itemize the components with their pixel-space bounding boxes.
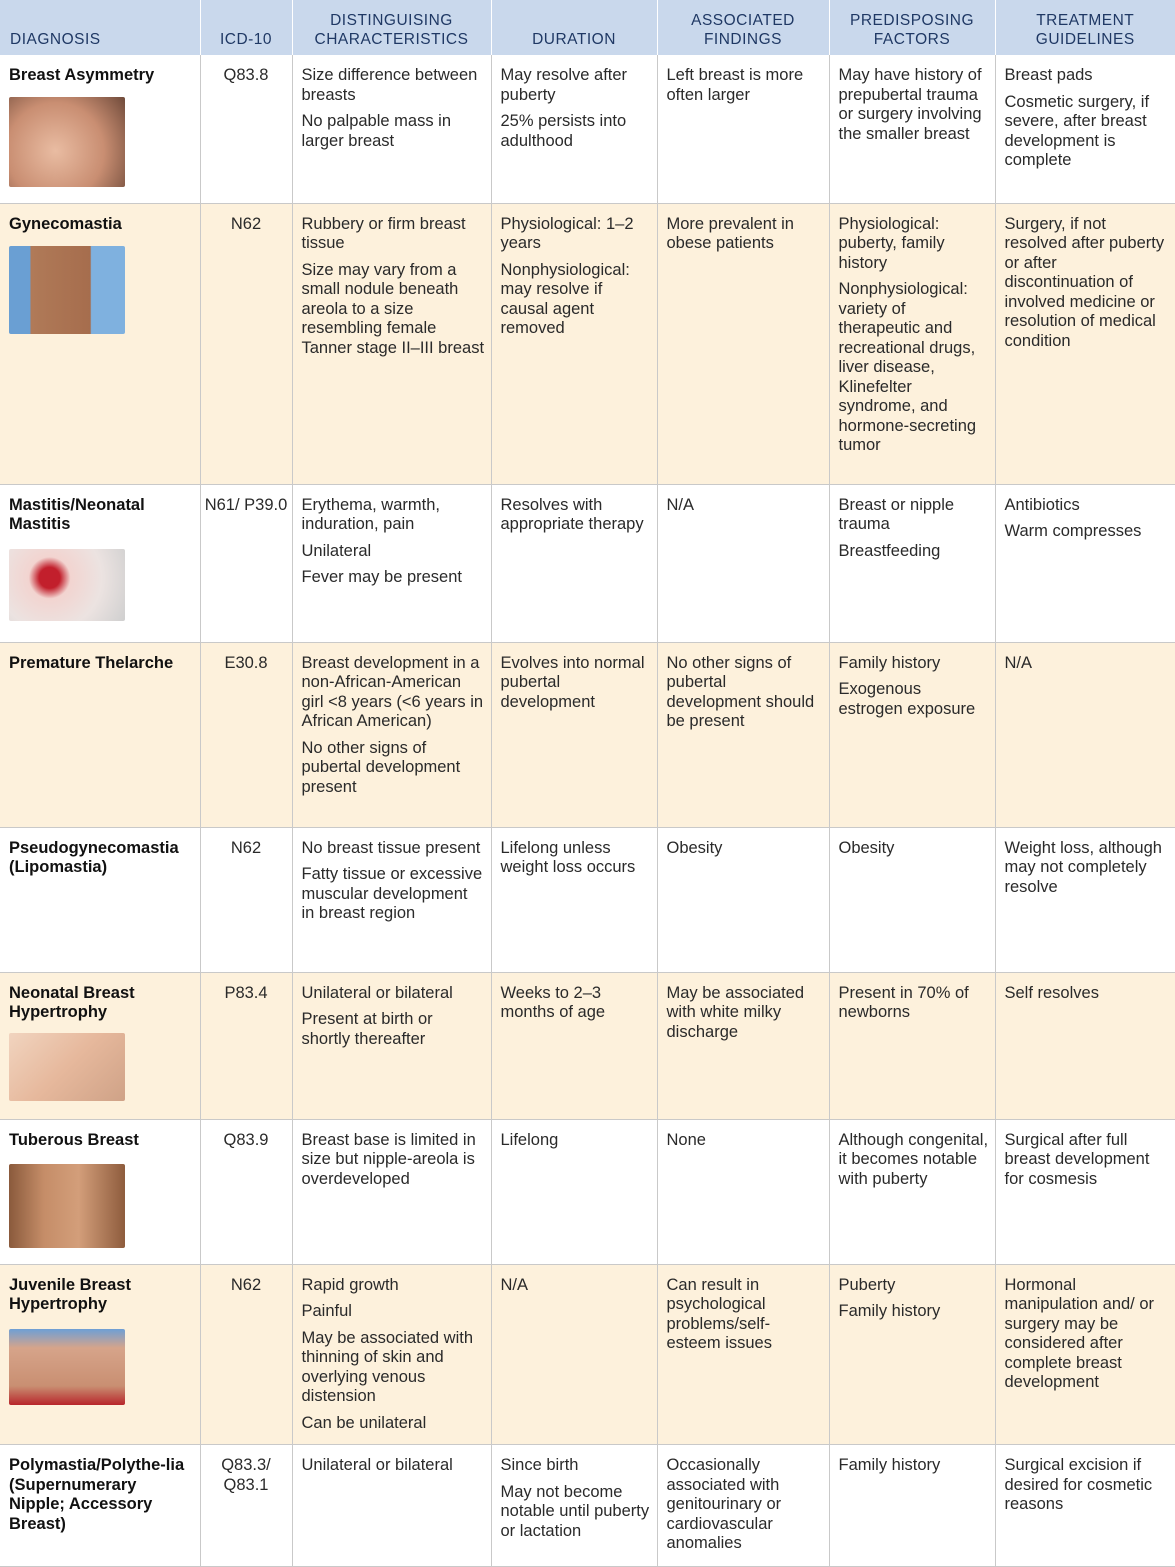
cell-paragraph: Fatty tissue or excessive muscular development in breast region xyxy=(301,865,483,922)
diagnosis-cell xyxy=(0,827,200,972)
cell-paragraph: Physiological: 1–2 years xyxy=(500,214,634,252)
factors-cell xyxy=(829,203,995,484)
gynecomastia-photo xyxy=(9,246,125,334)
duration-cell xyxy=(491,642,657,827)
factors-cell xyxy=(829,55,995,203)
findings-cell xyxy=(657,203,829,484)
cell-paragraph: Breast base is limited in size but nipple-areola is overdeveloped xyxy=(301,1130,476,1188)
findings-cell xyxy=(657,642,829,827)
icd-cell: Q83.9 xyxy=(200,1119,292,1264)
cell-paragraph: Unilateral or bilateral xyxy=(301,983,453,1002)
cell-paragraph: May be associated with thinning of skin and overlying venous distension xyxy=(301,1328,474,1405)
cell-paragraph: Unilateral xyxy=(301,541,372,560)
diagnosis-name: Mastitis/Neonatal Mastitis xyxy=(9,495,145,533)
cell-paragraph: Physiological: puberty, family history xyxy=(838,214,945,272)
findings-cell xyxy=(657,55,829,203)
table-row xyxy=(0,1445,1175,1567)
characteristics-cell xyxy=(292,1445,491,1567)
header-factors: PREDISPOSING FACTORS xyxy=(829,0,995,55)
diagnosis-name: Pseudogynecomastia (Lipomastia) xyxy=(9,838,179,876)
characteristics-cell xyxy=(292,203,491,484)
cell-paragraph: N/A xyxy=(500,1275,529,1294)
cell-paragraph: Surgery, if not resolved after puberty or after discontinuation of involved medicine or resolution of medical condition xyxy=(1004,214,1165,350)
cell-paragraph: No palpable mass in larger breast xyxy=(301,112,451,150)
cell-paragraph: Can result in psychological problems/self-esteem issues xyxy=(666,1275,772,1352)
table-row xyxy=(0,972,1175,1119)
duration-cell xyxy=(491,484,657,642)
cell-paragraph: Cosmetic surgery, if severe, after breast development is complete xyxy=(1004,92,1150,169)
cell-paragraph: Obesity xyxy=(838,838,895,857)
cell-paragraph: Since birth xyxy=(500,1456,579,1474)
diagnosis-cell xyxy=(0,1445,200,1567)
characteristics-cell xyxy=(292,1264,491,1445)
cell-paragraph: May have history of prepubertal trauma or surgery involving the smaller breast xyxy=(838,66,982,143)
cell-paragraph: Breast or nipple trauma xyxy=(838,495,955,533)
cell-paragraph: Family history xyxy=(838,1456,941,1474)
cell-paragraph: Surgical excision if desired for cosmetic reasons xyxy=(1004,1456,1153,1513)
table-row xyxy=(0,55,1175,203)
cell-paragraph: Family history xyxy=(838,653,941,672)
treatment-cell xyxy=(995,1264,1175,1445)
icd-cell: Q83.8 xyxy=(200,55,292,203)
cell-paragraph: Exogenous estrogen exposure xyxy=(838,680,976,718)
cell-paragraph: Size difference between breasts xyxy=(301,66,478,104)
cell-paragraph: Can be unilateral xyxy=(301,1413,427,1432)
table-row xyxy=(0,203,1175,484)
characteristics-cell xyxy=(292,55,491,203)
diagnosis-cell xyxy=(0,484,200,642)
diagnosis-cell xyxy=(0,642,200,827)
cell-paragraph: Painful xyxy=(301,1302,352,1320)
findings-cell xyxy=(657,1119,829,1264)
cell-paragraph: More prevalent in obese patients xyxy=(666,214,794,252)
neonatal-hypertrophy-photo xyxy=(9,1033,125,1101)
cell-paragraph: May not become notable until puberty or lactation xyxy=(500,1482,650,1540)
characteristics-cell xyxy=(292,827,491,972)
table-row xyxy=(0,484,1175,642)
cell-paragraph: Self resolves xyxy=(1004,983,1099,1002)
cell-paragraph: No other signs of pubertal development should be present xyxy=(666,653,815,730)
mastitis-photo xyxy=(9,549,125,621)
cell-paragraph: Breast development in a non-African-American girl <8 years (<6 years in African American) xyxy=(301,653,484,730)
table-row xyxy=(0,1119,1175,1264)
icd-cell: Q83.3/ Q83.1 xyxy=(200,1445,292,1567)
table-row xyxy=(0,827,1175,972)
cell-paragraph: Unilateral or bilateral xyxy=(301,1456,453,1474)
factors-cell xyxy=(829,642,995,827)
icd-cell: N61/ P39.0 xyxy=(200,484,292,642)
duration-cell xyxy=(491,1445,657,1567)
cell-paragraph: Breastfeeding xyxy=(838,541,941,560)
header-duration: DURATION xyxy=(491,0,657,55)
cell-paragraph: Surgical after full breast development for cosmesis xyxy=(1004,1130,1150,1188)
diagnosis-name: Juvenile Breast Hypertrophy xyxy=(9,1275,131,1313)
cell-paragraph: Left breast is more often larger xyxy=(666,66,804,104)
diagnosis-name: Tuberous Breast xyxy=(9,1130,139,1149)
cell-paragraph: Breast pads xyxy=(1004,66,1093,84)
findings-cell xyxy=(657,972,829,1119)
cell-paragraph: 25% persists into adulthood xyxy=(500,112,627,150)
cell-paragraph: Weeks to 2–3 months of age xyxy=(500,983,606,1021)
characteristics-cell xyxy=(292,1119,491,1264)
treatment-cell xyxy=(995,972,1175,1119)
icd-cell: E30.8 xyxy=(200,642,292,827)
cell-paragraph: N/A xyxy=(666,495,695,514)
cell-paragraph: None xyxy=(666,1130,706,1149)
findings-cell xyxy=(657,827,829,972)
cell-paragraph: No breast tissue present xyxy=(301,838,481,857)
cell-paragraph: Lifelong xyxy=(500,1130,559,1149)
cell-paragraph: May resolve after puberty xyxy=(500,66,628,104)
characteristics-cell xyxy=(292,972,491,1119)
diagnosis-cell xyxy=(0,203,200,484)
treatment-cell xyxy=(995,55,1175,203)
icd-cell: N62 xyxy=(200,1264,292,1445)
icd-cell: P83.4 xyxy=(200,972,292,1119)
treatment-cell xyxy=(995,484,1175,642)
header-diagnosis: DIAGNOSIS xyxy=(0,0,200,55)
cell-paragraph: Size may vary from a small nodule beneath areola to a size resembling female Tanner stage II–III breast xyxy=(301,260,485,357)
cell-paragraph: Occasionally associated with genitourinary or cardiovascular anomalies xyxy=(666,1456,782,1552)
table-row xyxy=(0,642,1175,827)
treatment-cell xyxy=(995,1119,1175,1264)
header-icd: ICD-10 xyxy=(200,0,292,55)
diagnosis-cell xyxy=(0,1264,200,1445)
cell-paragraph: Family history xyxy=(838,1302,941,1320)
cell-paragraph: Nonphysiological: may resolve if causal agent removed xyxy=(500,260,630,337)
cell-paragraph: Puberty xyxy=(838,1275,896,1294)
duration-cell xyxy=(491,1264,657,1445)
cell-paragraph: Antibiotics xyxy=(1004,495,1080,514)
cell-paragraph: Evolves into normal pubertal development xyxy=(500,653,645,711)
findings-cell xyxy=(657,1445,829,1567)
characteristics-cell xyxy=(292,484,491,642)
findings-cell xyxy=(657,1264,829,1445)
treatment-cell xyxy=(995,1445,1175,1567)
juvenile-hypertrophy-photo xyxy=(9,1329,125,1405)
cell-paragraph: Warm compresses xyxy=(1004,522,1142,540)
diagnosis-name: Neonatal Breast Hypertrophy xyxy=(9,983,135,1021)
tuberous-breast-photo xyxy=(9,1164,125,1248)
breast-asymmetry-photo xyxy=(9,97,125,187)
cell-paragraph: Hormonal manipulation and/ or surgery may be considered after complete breast development xyxy=(1004,1275,1155,1391)
factors-cell xyxy=(829,827,995,972)
header-findings: ASSOCIATED FINDINGS xyxy=(657,0,829,55)
diagnosis-name: Polymastia/Polythe-lia (Supernumerary Nipple; Accessory Breast) xyxy=(9,1456,185,1533)
cell-paragraph: N/A xyxy=(1004,653,1033,672)
duration-cell xyxy=(491,972,657,1119)
cell-paragraph: Present in 70% of newborns xyxy=(838,983,969,1021)
treatment-cell xyxy=(995,642,1175,827)
characteristics-cell xyxy=(292,642,491,827)
factors-cell xyxy=(829,1264,995,1445)
duration-cell xyxy=(491,1119,657,1264)
cell-paragraph: Resolves with appropriate therapy xyxy=(500,495,644,533)
diagnosis-name: Gynecomastia xyxy=(9,214,122,233)
cell-paragraph: Present at birth or shortly thereafter xyxy=(301,1010,433,1048)
diagnosis-cell xyxy=(0,1119,200,1264)
diagnosis-cell xyxy=(0,972,200,1119)
diagnosis-name: Premature Thelarche xyxy=(9,653,174,672)
cell-paragraph: May be associated with white milky discharge xyxy=(666,983,805,1041)
findings-cell xyxy=(657,484,829,642)
duration-cell xyxy=(491,55,657,203)
cell-paragraph: Weight loss, although may not completely resolve xyxy=(1004,838,1162,896)
factors-cell xyxy=(829,1119,995,1264)
table-row xyxy=(0,1264,1175,1445)
factors-cell xyxy=(829,972,995,1119)
cell-paragraph: Fever may be present xyxy=(301,568,462,586)
duration-cell xyxy=(491,203,657,484)
icd-cell: N62 xyxy=(200,203,292,484)
cell-paragraph: Rubbery or firm breast tissue xyxy=(301,214,466,252)
cell-paragraph: Obesity xyxy=(666,838,723,857)
header-characteristics: DISTINGUISING CHARACTERISTICS xyxy=(292,0,491,55)
diagnosis-cell xyxy=(0,55,200,203)
treatment-cell xyxy=(995,203,1175,484)
cell-paragraph: Lifelong unless weight loss occurs xyxy=(500,838,636,876)
cell-paragraph: Erythema, warmth, induration, pain xyxy=(301,495,440,533)
factors-cell xyxy=(829,484,995,642)
icd-cell: N62 xyxy=(200,827,292,972)
cell-paragraph: No other signs of pubertal development present xyxy=(301,738,461,796)
cell-paragraph: Although congenital, it becomes notable with puberty xyxy=(838,1130,989,1188)
cell-paragraph: Rapid growth xyxy=(301,1275,399,1294)
duration-cell xyxy=(491,827,657,972)
cell-paragraph: Nonphysiological: variety of therapeutic and recreational drugs, liver disease, Klinefelter syndrome, and hormone-secreting tumor xyxy=(838,280,977,454)
diagnosis-name: Breast Asymmetry xyxy=(9,66,155,84)
factors-cell xyxy=(829,1445,995,1567)
treatment-cell xyxy=(995,827,1175,972)
header-row xyxy=(0,0,1175,55)
header-treatment: TREATMENT GUIDELINES xyxy=(995,0,1175,55)
